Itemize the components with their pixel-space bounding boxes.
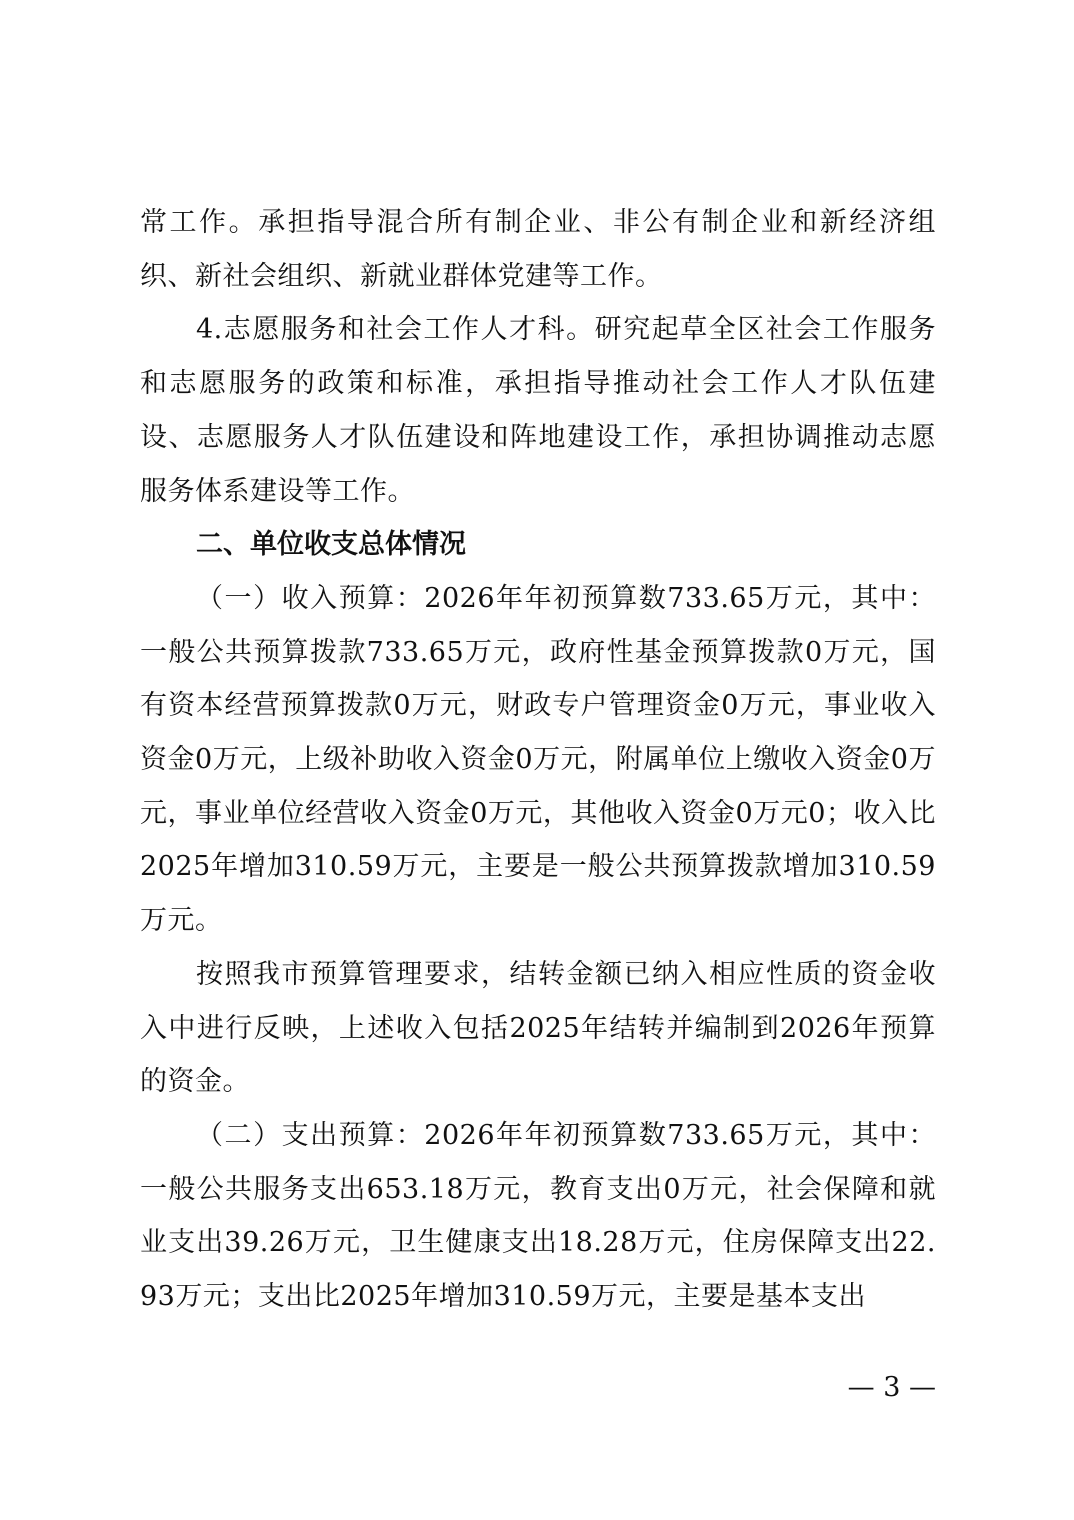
paragraph-volunteer-service-section: 4.志愿服务和社会工作人才科。研究起草全区社会工作服务和志愿服务的政策和标准，承担指导推动社会工作人才队伍建设、志愿服务人才队伍建设和阵地建设工作，承担协调推动志愿服务体系建设等工作。 bbox=[140, 314, 936, 507]
paragraph-expenditure-budget: （二）支出预算：2026年年初预算数733.65万元，其中：一般公共服务支出653.18万元，教育支出0万元，社会保障和就业支出39.26万元，卫生健康支出18.28万元，住房保障支出22.93万元；支出比2025年增加310.59万元，主要是基本支出 bbox=[140, 1119, 936, 1313]
page-number: — 3 — bbox=[847, 1372, 936, 1403]
paragraph-income-budget: （一）收入预算：2026年年初预算数733.65万元，其中：一般公共预算拨款733.65万元，政府性基金预算拨款0万元，国有资本经营预算拨款0万元，财政专户管理资金0万元，事业收入资金0万元，上级补助收入资金0万元，附属单位上缴收入资金0万元，事业单位经营收入资金0万元，其他收入资金0万元0；收入比2025年增加310.59万元，主要是一般公共预算拨款增加310.59万元。 bbox=[140, 582, 936, 937]
paragraph-budget-management-note: 按照我市预算管理要求，结转金额已纳入相应性质的资金收入中进行反映，上述收入包括2025年结转并编制到2026年预算的资金。 bbox=[140, 958, 936, 1098]
section-heading: 二、单位收支总体情况 bbox=[196, 529, 466, 561]
body-text bbox=[140, 196, 936, 1324]
paragraph-continuation: 常工作。承担指导混合所有制企业、非公有制企业和新经济组织、新社会组织、新就业群体党建等工作。 bbox=[140, 207, 936, 292]
